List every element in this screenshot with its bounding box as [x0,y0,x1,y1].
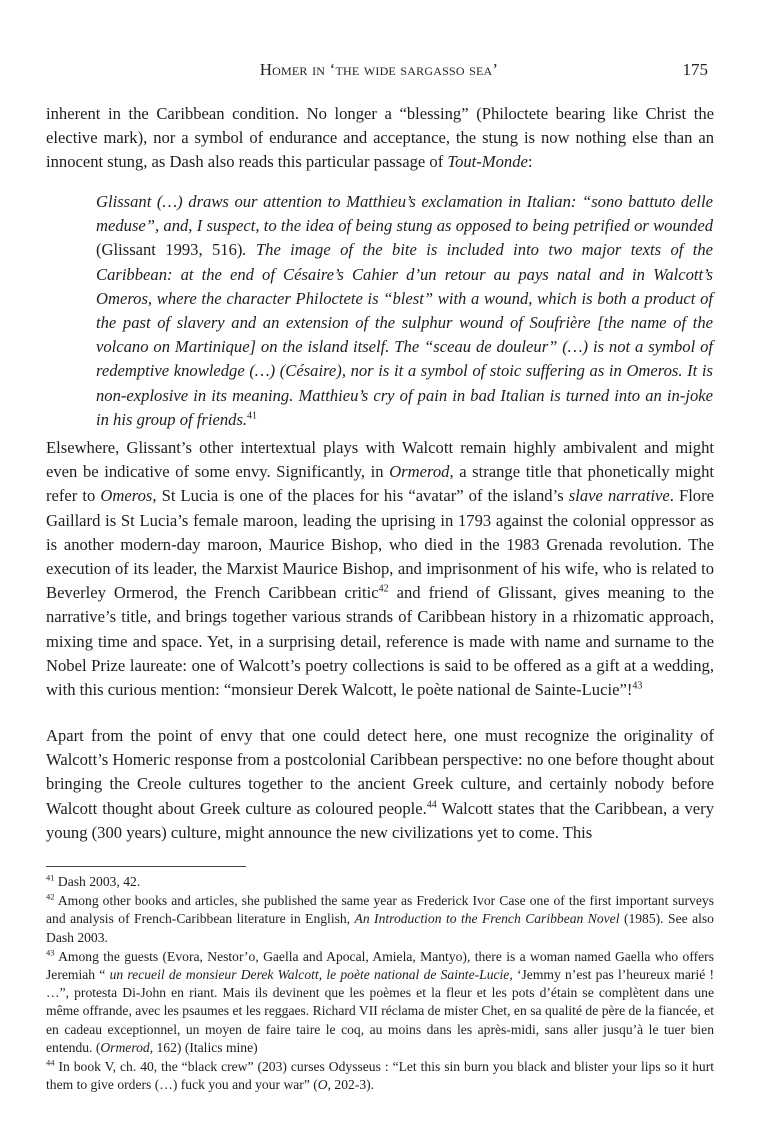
paragraph-3-text-a: Apart from the point of envy that one could detect here, one must recognize the originality of Walcott’s Homeric response from a postcolonial Caribbean perspective: no one before thought about bringing the Creole cultures together to the ancient Greek culture, and certainly nobody before Walcott thought about Greek culture as coloured people. [46,726,714,818]
block-quote [96,190,713,432]
footnote-ref-43[interactable]: 43 [632,680,643,692]
footnote-ref-44[interactable]: 44 [426,799,437,811]
footnote-43-italic-quote: un recueil de monsieur Derek Walcott, le poète national de Sainte-Lucie [109,967,510,983]
footnote-44-number: 44 [46,1057,55,1068]
footnote-ref-42[interactable]: 42 [378,583,389,595]
paragraph-2-title-omeros: Omeros [100,486,153,506]
paragraph-2 [46,436,714,702]
running-head [46,60,712,84]
footnotes [46,873,714,1095]
paragraph-2-title-ormerod: Ormerod [389,462,450,482]
footnote-42-text-b: (1985). See also Dash 2003. [46,911,714,945]
paragraph-2-text-b: , a strange title that phonetically might refer to [46,462,714,506]
footnote-44 [46,1058,714,1094]
paragraph-3-text-b: Walcott states that the Caribbean, a very young (300 years) culture, might announce the new civilizations yet to come. This [46,798,714,842]
footnote-44-text-b: , 202-3). [327,1077,375,1093]
paragraph-2-text-d: . Flore Gaillard is St Lucia’s female maroon, leading the uprising in 1793 against the colonial oppressor as is another modern-day maroon, Maurice Bishop, who died in the 1983 Grenada revolution. The execution of its leader, the Marxist Maurice Bishop, and imprisonment of his wife, who is related to Beverley Ormerod, the French Caribbean critic [46,486,714,603]
paragraph-2-text-e: and friend of Glissant, gives meaning to the narrative’s title, and brings together various strands of Caribbean history in a rhizomatic approach, mixing time and space. Yet, in a surprising detail, reference is made with name and surname to the Nobel Prize laureate: one of Walcott’s poetry collections is said to be offered as a gift at a wedding, with this curious mention: “monsieur Derek Walcott, le poète national de Sainte-Lucie”! [46,583,714,700]
running-title-prefix: Homer in [259,60,330,79]
quote-text-a: Glissant (…) draws our attention to Matthieu’s exclamation in Italian: “sono battuto delle meduse”, and, I suspect, to the idea of being stung as opposed to being petrified or wounded [96,192,713,236]
paragraph-2-slave-narrative: slave narrative [568,486,670,506]
footnote-41-text: Dash 2003, 42. [57,874,141,889]
running-title [46,60,712,80]
footnote-43-number: 43 [46,947,55,958]
footnote-44-title: O [317,1077,328,1093]
footnote-separator [46,866,246,867]
footnote-41 [46,873,714,891]
footnote-43-text-c: , 162) (Italics mine) [149,1039,258,1055]
footnote-43-text-a: Among the guests (Evora, Nestor’o, Gaella and Apocal, Amiela, Mantyo), there is a woman named Gaella who offers Jeremiah “ [46,948,714,983]
footnote-42-number: 42 [46,891,55,902]
running-title-quote: ‘the wide sargasso sea’ [329,60,499,79]
paragraph-2-text-a: Elsewhere, Glissant’s other intertextual plays with Walcott remain highly ambivalent and might even be indicative of some envy. Significantly, in [46,438,714,482]
paragraph-1-title: Tout-Monde [447,152,528,172]
footnote-43-title: Ormerod [100,1039,150,1055]
footnote-42 [46,892,714,947]
footnote-43-text-b: , ‘Jemmy n’est pas l’heureux marié ! …”, protesta Di-John en riant. Mais ils devinent que les poèmes et la fleur et les pots d’étain se complètent dans une même offrande, avec les psaumes et les reggaes. Richard VII réclama de mister Chet, en sa qualité de père de la fiancée, et en cadeau exceptionnel, un moyen de faire taire le coq, au moins dans les après-midi, sans aller jusqu’à le tuer bien entendu. ( [46,967,715,1055]
paragraph-2-text-c: , St Lucia is one of the places for his “avatar” of the island’s [152,486,569,506]
paragraph-1-text-b: : [527,152,533,172]
footnote-41-number: 41 [46,872,55,883]
paragraph-1 [46,102,714,175]
page-number: 175 [682,60,708,79]
footnote-43 [46,948,714,1057]
footnote-ref-41[interactable]: 41 [247,410,258,422]
footnote-44-text-a: In book V, ch. 40, the “black crew” (203) curses Odysseus : “Let this sin burn you black and blister your lips so it hurt them to give orders (…) fuck you and your war” ( [46,1059,714,1093]
quote-citation: (Glissant 1993, 516) [96,240,243,260]
paragraph-3 [46,724,714,845]
footnote-42-title: An Introduction to the French Caribbean Novel [354,911,620,927]
quote-text-b: . The image of the bite is included into two major texts of the Caribbean: at the end of Césaire’s Cahier d’un retour au pays natal and in Walcott’s Omeros, where the character Philoctete is “blest” with a wound, which is both a product of the past of slavery and an extension of the sulphur wound of Soufrière [the name of the volcano on Martinique] on the island itself. The “sceau de douleur” (…) is not a symbol of redemptive knowledge (…) (Césaire), nor is it a symbol of stoic suffering as in Omeros. It is non-explosive in its meaning. Matthieu’s cry of pain in bad Italian is turned into an in-joke in his group of friends. [96,240,714,429]
paragraph-1-text-a: inherent in the Caribbean condition. No longer a “blessing” (Philoctete bearing like Christ the elective mark), nor a symbol of endurance and acceptance, the stung is now nothing else than an innocent stung, as Dash also reads this particular passage of [46,104,714,172]
footnote-42-text-a: Among other books and articles, she published the same year as Frederick Ivor Case one of the first important surveys and analysis of French-Caribbean literature in English, [46,893,714,927]
